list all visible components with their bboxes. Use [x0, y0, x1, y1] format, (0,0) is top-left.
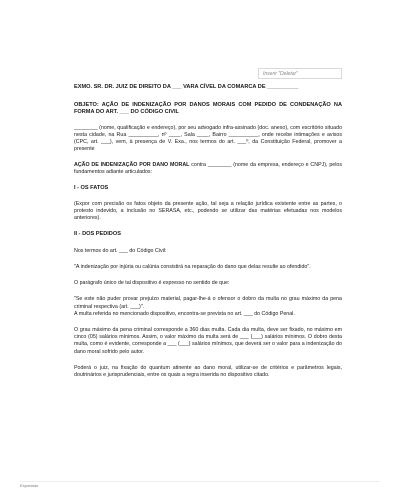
- footer-divider: [20, 481, 380, 482]
- section-pedidos-heading: II - DOS PEDIDOS: [74, 231, 121, 238]
- pedidos-paragraph-1: Nos termos do art. ___ do Código Civil:: [74, 247, 167, 254]
- acao-paragraph: [74, 162, 342, 176]
- fatos-paragraph: (Expor com precisão os fatos objeto da presente ação, tal seja a relação jurídica existente entre as partes, o protesto indevido, a inclusão no SERASA, etc., podendo se utilizar das matérias efetuadas nos modelos anteriores).: [74, 200, 342, 221]
- acao-title: AÇÃO DE INDENIZAÇÃO POR DANO MORAL: [74, 161, 190, 168]
- footer-label: Exportado: [20, 483, 39, 488]
- pedidos-quote-1: "A indenização por injúria ou calúnia consistirá na reparação do dano que delas resulte ao ofendido".: [74, 264, 311, 270]
- document-body: [74, 84, 342, 379]
- pedidos-paragraph-2: O parágrafo único de tal dispositivo é expresso no sentido de que:: [74, 280, 230, 287]
- delete-note-box[interactable]: Inserir "Deletar": [258, 68, 342, 79]
- intro-paragraph: ________ (nome, qualificação e endereço), por seu advogado infra-assinado (doc. anexo), com escritório situado nesta cidade, na Rua __________, nº ____, Sala ____, Bairro __________, onde recebe intimações e avisos (CPC, art. ___), vem, à presença de V. Exa., nos termos do art. ___º, da Constituição Federal, promover a presente: [74, 124, 342, 153]
- pedidos-quote-2: "Se este não puder provar prejuízo material, pagar-lhe-á o ofensor o dobro da multa no grau máximo da pena criminal respectiva (art. ___)".: [74, 296, 342, 310]
- pedidos-paragraph-5: Poderá o juiz, na fixação do quantum atinente ao dano moral, utilizar-se de critérios e parâmetros legais, doutrinários e jurisprudenciais, entre os quais a regra inserida no dispositivo citado.: [74, 364, 342, 379]
- court-address: EXMO. SR. DR. JUIZ DE DIREITO DA ___ VARA CÍVEL DA COMARCA DE __________: [74, 84, 299, 90]
- pedidos-paragraph-4: O grau máximo da pena criminal corresponde a 360 dias multa. Cada dia multa, deve ser fixado, no máximo em cinco (05) salários mínimos. Assim, o valor máximo da multa será de ___ (___) salários mínimos. O dobro desta multa, como é evidente, corresponde a ___ (___) salários mínimos, que deverá ser o valor para a indenização do dano moral sofrido pelo autor.: [74, 327, 342, 355]
- section-fatos-heading: I - OS FATOS: [74, 185, 109, 191]
- pedidos-paragraph-3: A multa referida no mencionado dispositivo, encontra-se prevista no art. ___ do Código Penal.: [74, 310, 295, 317]
- acao-text: contra ________ (nome da empresa, endereço e CNPJ), pelos fundamentos adiante articulados:: [74, 161, 342, 175]
- objeto-heading: OBJETO: AÇÃO DE INDENIZAÇÃO POR DANOS MORAIS COM PEDIDO DE CONDENAÇÃO NA FORMA DO ART. ___ DO CÓDIGO CIVIL: [74, 101, 342, 116]
